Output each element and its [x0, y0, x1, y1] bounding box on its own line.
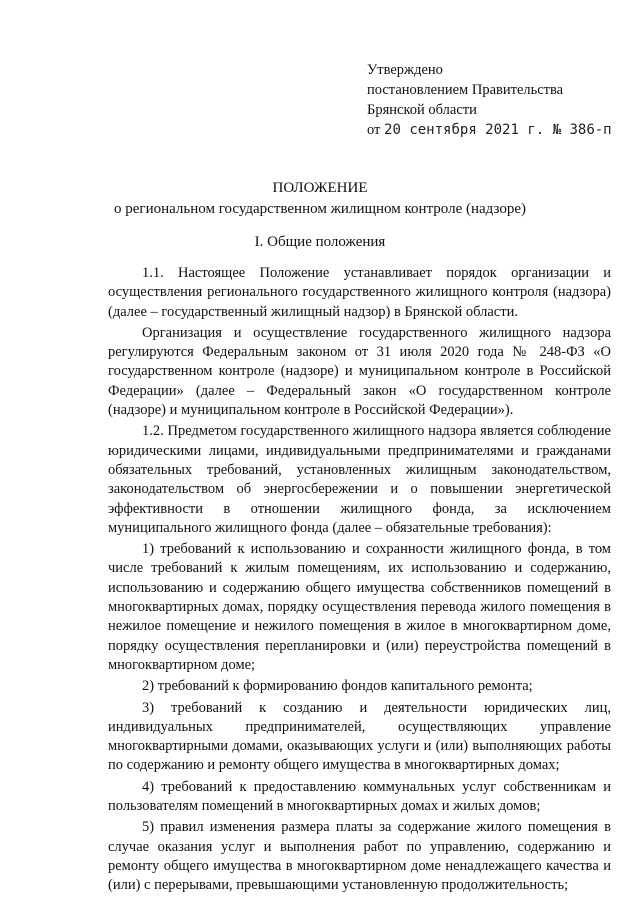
- paragraph: 5) правил изменения размера платы за содержание жилого помещения в случае оказания услуг и выполнения работ по управлению, содержанию и ремонту общего имущества в многоквартирном доме ненадлежащего качества и (или) с перерывами, превышающими установленную продолжительность;: [108, 819, 611, 894]
- paragraph: 1) требований к использованию и сохранности жилищного фонда, в том числе требований к жилым помещениям, их использованию и содержанию, использованию и содержанию общего имущества собственников помещений в многоквартирных домах, порядку осуществления перевода жилого помещения в нежилое помещение и нежилого помещения в жилое в многоквартирном доме, порядку осуществления перепланировки и (или) переустройства помещений в многоквартирном доме;: [108, 541, 611, 673]
- approval-block: [367, 60, 627, 140]
- approval-date-prefix: от: [367, 122, 385, 138]
- approval-date-stamp: 20 сентября 2021 г. № 386-п: [384, 122, 612, 138]
- approval-line-approved: Утверждено: [367, 62, 443, 78]
- paragraph: 3) требований к созданию и деятельности юридических лиц, индивидуальных предпринимателей, осуществляющих управление многоквартирными домами, оказывающих услуги и (или) выполняющих работы по содержанию и ремонту общего имущества в многоквартирных домах;: [108, 699, 611, 774]
- paragraph: 1.1. Настоящее Положение устанавливает порядок организации и осуществления регионального государственного жилищного контроля (надзора) (далее – государственный жилищный надзор) в Брянской области.: [108, 265, 611, 320]
- paragraph: 1.2. Предметом государственного жилищного надзора является соблюдение юридическими лицами, индивидуальными предпринимателями и гражданами обязательных требований, установленных жилищным законодательством, законодательством об энергосбережении и о повышении энергетической эффективности в отношении жилищного фонда, за исключением муниципального жилищного фонда (далее – обязательные требования):: [108, 423, 611, 536]
- approval-line-date: [367, 120, 627, 140]
- section-heading: I. Общие положения: [254, 234, 386, 250]
- title-subtitle: о региональном государственном жилищном контроле (надзоре): [114, 201, 526, 217]
- approval-line-region: Брянской области: [367, 102, 477, 118]
- title-main: ПОЛОЖЕНИЕ: [272, 180, 368, 196]
- document-title: [0, 178, 640, 220]
- document-body: [108, 264, 611, 898]
- approval-line-resolution: постановлением Правительства: [367, 82, 564, 98]
- paragraph: 4) требований к предоставлению коммунальных услуг собственникам и пользователям помещений в многоквартирных домах и жилых домов;: [108, 778, 611, 815]
- paragraph: Организация и осуществление государственного жилищного надзора регулируются Федеральным законом от 31 июля 2020 года № 248-ФЗ «О государственном контроле (надзоре) и муниципальном контроле в Российской Федерации» (далее – Федеральный закон «О государственном контроле (надзоре) и муниципальном контроле в Российской Федерации»).: [108, 324, 611, 419]
- paragraph: 2) требований к формированию фондов капитального ремонта;: [142, 678, 533, 695]
